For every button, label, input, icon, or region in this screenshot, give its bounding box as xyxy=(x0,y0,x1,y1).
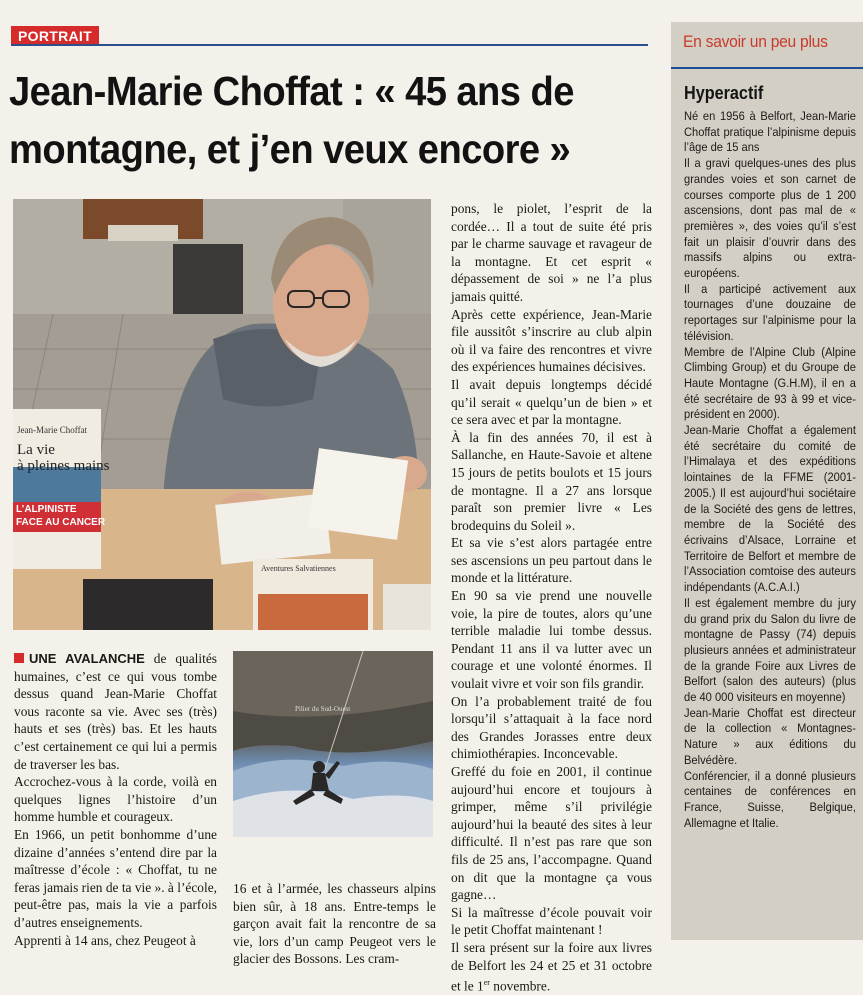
article-column-3 xyxy=(451,200,652,995)
book2-title: Aventures Salvatiennes xyxy=(261,564,336,573)
column3-paragraph-4: À la fin des années 70, il est à Sallanche, en Haute-Savoie et altene 15 jours de petits boulots et 15 jours de montagne. Il a 27 ans lorsque paraît son premier livre « Les brodequins du Soleil ». xyxy=(451,429,652,533)
climber-photo xyxy=(233,651,433,837)
sidebar-paragraph-6: Il est également membre du jury du grand prix du Salon du livre de montagne de Passy (74) depuis plusieurs années et administrateur de la grande Foire aux Livres de Belfort (salon des auteurs) (plus de 40 000 visiteurs en moyenne) xyxy=(684,595,856,705)
sidebar-paragraph-5: Jean-Marie Choffat a également été secrétaire du comité de l’Himalaya et des expéditions lointaines de la FFME (2001-2005.) Il est aujourd’hui sociétaire de la Société des gens de lettres, membre de la Société des écrivains d’Alsace, Lorraine et Territoire de Belfort et membre de l’Association comtoise des auteurs indépendants (A.C.A.I.) xyxy=(684,423,856,595)
article-column-2 xyxy=(233,880,436,968)
column1-paragraph-1: de qualités humaines, c’est ce qui vous tombe dessus quand Jean-Marie Choffat vous raconte sa vie. Avec ses (très) hauts et ses (très) bas. Et les hauts c’est certainement ce qui lui a permis de traverser les bas. xyxy=(14,651,217,772)
sidebar-title: En savoir un peu plus xyxy=(683,32,828,51)
headline: Jean-Marie Choffat : « 45 ans de montagne, et j’en veux encore » xyxy=(9,68,574,172)
book-author-label: Jean-Marie Choffat xyxy=(17,425,88,435)
sidebar-subtitle: Hyperactif xyxy=(684,83,764,103)
section-tag: PORTRAIT xyxy=(11,26,99,46)
column3-paragraph-10: Il sera présent sur la foire aux livres de Belfort les 24 et 25 et 31 octobre et le 1er novembre. xyxy=(451,939,652,994)
author-signing-photo xyxy=(13,199,431,630)
column1-paragraph-3: En 1966, un petit bonhomme d’une dizaine d’années s’entend dire par la maîtresse d’école : « Choffat, tu ne feras jamais rien de ta vie ». à l’école, peut-être pas, mais la vie a parfois d’autres enseignements. xyxy=(14,826,217,930)
sidebar-body xyxy=(684,109,856,831)
column2-paragraph-1: 16 et à l’armée, les chasseurs alpins bien sûr, à 18 ans. Entre-temps le garçon avait fait la rencontre de sa vie, lors d’un camp Peugeot vers le glacier des Bossons. Les cram- xyxy=(233,881,436,967)
article-column-1 xyxy=(14,650,217,949)
column3-paragraph-3: Il avait depuis longtemps décidé qu’il serait « quelqu’un de bien » et ce sera avec et par la montagne. xyxy=(451,376,652,428)
small-photo-caption: Pilier du Sud-Ouest xyxy=(295,705,351,713)
lead-marker xyxy=(14,653,24,663)
column3-paragraph-9: Si la maîtresse d’école pouvait voir le petit Choffat maintenant ! xyxy=(451,904,652,938)
sidebar-paragraph-7: Jean-Marie Choffat est directeur de la collection « Montagnes-Nature » aux éditions du Belvédère. xyxy=(684,705,856,767)
column3-paragraph-5: Et sa vie s’est alors partagée entre ses ascensions un peu partout dans le monde et la littérature. xyxy=(451,535,652,586)
column3-paragraph-8: Greffé du foie en 2001, il continue aujourd’hui encore et toujours à grimper, même s’il privilégie aujourd’hui la beauté des sites à leur difficulté. Il n’est pas rare que son fils de 25 ans, l’accompagne. Quand on dit que la montagne ça vous gagne… xyxy=(451,764,652,903)
sidebar-paragraph-3: Il a participé activement aux tournages d’une douzaine de reportages sur l’alpinisme pour la télévision. xyxy=(684,281,856,343)
lead-caps: UNE AVALANCHE xyxy=(29,651,145,666)
sidebar-paragraph-1: Né en 1956 à Belfort, Jean-Marie Choffat pratique l’alpinisme depuis l’âge de 15 ans xyxy=(684,109,856,155)
header-rule xyxy=(11,44,648,46)
column3-paragraph-1: pons, le piolet, l’esprit de la cordée… Il a tout de suite été pris par le charme sauvage et ravageur de la montagne. Et cet esprit « dépassement de soi » ne l’a plus jamais quitté. xyxy=(451,201,652,304)
column3-paragraph-2: Après cette expérience, Jean-Marie file aussitôt s’inscrire au club alpin où il va faire des rencontres et vivre des expériences humaines décisives. xyxy=(451,306,652,375)
column1-paragraph-2: Accrochez-vous à la corde, voilà en quelques lignes l’histoire d’un homme humble et courageux. xyxy=(14,774,217,825)
book-title-line2: à pleines mains xyxy=(17,458,110,474)
sidebar-rule xyxy=(671,67,863,69)
column1-paragraph-4: Apprenti à 14 ans, chez Peugeot à xyxy=(14,932,196,948)
book-title-line1: La vie xyxy=(17,442,55,458)
column3-paragraph-7: On l’a probablement traité de fou lorsqu’il s’attaquait à la face nord des Grandes Jorasses entre deux chimiothérapies. Inconcevable. xyxy=(451,693,652,762)
book-band-line2: FACE AU CANCER xyxy=(16,517,106,528)
column3-paragraph-6: En 90 sa vie prend une nouvelle voie, la pire de toutes, alors qu’une terrible maladie lui tombe dessus. Pendant 11 ans il va lutter avec un courage et une volonté énormes. Il voulait vivre et voir son fils grandir. xyxy=(451,588,652,692)
sidebar-paragraph-8: Conférencier, il a donné plusieurs centaines de conférences en France, Suisse, Belgique, Allemagne et Italie. xyxy=(684,768,856,830)
sidebar-paragraph-4: Membre de l’Alpine Club (Alpine Climbing Group) et du Groupe de Haute Montagne (G.H.M), il en a été secrétaire de 93 à 99 et vice-président en 2000). xyxy=(684,344,856,422)
sidebar-paragraph-2: Il a gravi quelques-unes des plus grandes voies et son carnet de courses comporte plus de 1 200 ascensions, dont pas mal de « premières », des voies qu’il s’est fait un plaisir d’ouvrir dans des massifs alpins ou extra-européens. xyxy=(684,156,856,281)
book-band-line1: L’ALPINISTE xyxy=(16,504,77,515)
